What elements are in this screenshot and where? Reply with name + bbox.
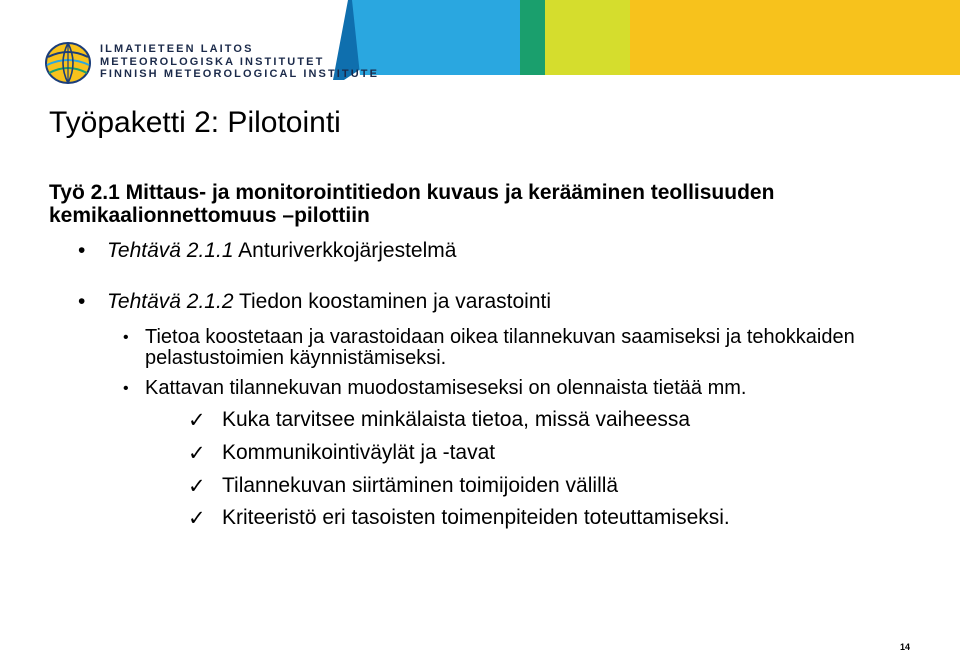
checkmark-icon: ✓: [188, 409, 206, 432]
task-name: Anturiverkkojärjestelmä: [233, 239, 457, 262]
check-text: Tilannekuvan siirtäminen toimijoiden välillä: [222, 474, 619, 497]
slide-subtitle: Työ 2.1 Mittaus- ja monitorointitiedon kuvaus ja kerääminen teollisuuden kemikaalionnettomuus –pilottiin: [49, 181, 775, 227]
page-number: 14: [900, 642, 911, 652]
logo-line-english: FINNISH METEOROLOGICAL INSTITUTE: [100, 68, 380, 80]
task-id: Tehtävä 2.1.2: [107, 290, 234, 313]
checkmark-icon: ✓: [188, 507, 206, 530]
task-id: Tehtävä 2.1.1: [107, 239, 234, 262]
fmi-globe-icon: [44, 41, 94, 85]
logo-text: [100, 43, 379, 81]
slide-title: Työpaketti 2: Pilotointi: [49, 106, 341, 139]
banner-stripe-yellow: [630, 0, 960, 75]
sub-list-text: Kattavan tilannekuvan muodostamiseseksi on olennaista tietää mm.: [145, 377, 747, 399]
bullet-icon: •: [78, 239, 86, 262]
bullet-icon: •: [123, 329, 129, 346]
check-text: Kriteeristö eri tasoisten toimenpiteiden toteuttamiseksi.: [222, 506, 730, 529]
checkmark-icon: ✓: [188, 475, 206, 498]
checkmark-icon: ✓: [188, 442, 206, 465]
task-name: Tiedon koostaminen ja varastointi: [233, 290, 552, 313]
banner-stripe-lime: [545, 0, 630, 75]
banner-stripe-green: [520, 0, 545, 75]
sub-list-text: Tietoa koostetaan ja varastoidaan oikea tilannekuvan saamiseksi ja tehokkaiden pelastustoimien käynnistämiseksi.: [145, 326, 855, 369]
bullet-icon: •: [78, 290, 86, 313]
bullet-icon: •: [123, 380, 129, 397]
check-text: Kuka tarvitsee minkälaista tietoa, missä vaiheessa: [222, 408, 691, 431]
check-text: Kommunikointiväylät ja -tavat: [222, 441, 496, 464]
logo-line-swedish: METEOROLOGISKA INSTITUTET: [100, 55, 325, 68]
logo-line-finnish: ILMATIETEEN LAITOS: [100, 43, 254, 55]
